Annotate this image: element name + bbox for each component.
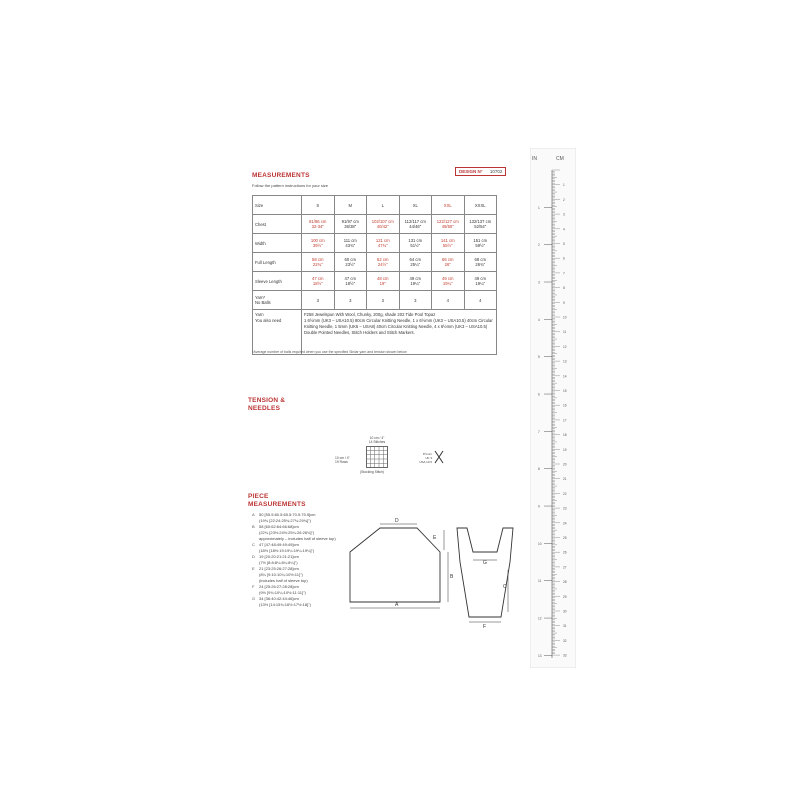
measurements-table [252,195,497,355]
table-cell: 48 cm 19" [367,272,400,291]
size-l: L [367,196,400,215]
table-cell: 3 [367,291,400,310]
list-item: (9½ [9¾:10¼:10½:11:11]") [259,590,306,595]
diagram-label-c: C [503,584,507,590]
list-item: (22¾ [23½:24½:25¼:26:26¾]") [259,530,315,535]
ruler-cm-number: 7 [563,271,565,276]
tension-grid-icon [366,446,388,468]
table-cell: 122/127 cm 48/50" [432,215,465,234]
ruler-cm-number: 32 [563,638,567,643]
ruler-cm-number: 21 [563,477,567,482]
list-item: C 47 [47:48:49:49:49]cm [252,542,299,547]
diagram-label-g: G [483,560,487,566]
table-cell: 47 cm 18½" [334,272,367,291]
table-cell: 49 cm 19¼" [432,272,465,291]
ruler-cm-number: 3 [563,212,565,217]
ruler-cm-number: 8 [563,286,565,291]
ruler-cm-number: 31 [563,624,567,629]
table-cell: 66 cm 26" [432,253,465,272]
ruler-cm-number: 5 [563,242,565,246]
balls-label: Yarn* No Balls [253,291,302,310]
size-xxl: XXL [432,196,465,215]
list-item: B 58 [60:62:64:66:68]cm [252,524,299,529]
size-s: S [302,196,335,215]
design-label: DESIGN N° [459,169,483,174]
list-item: (13½ [14:15¾:16½:17½:18]") [259,602,311,607]
table-cell: 64 cm 25¼" [399,253,432,272]
list-item: F 24 [25:26:27:28:28]cm [252,584,299,589]
ruler-inch-number: 3 [538,280,540,285]
ruler-inch-number: 5 [538,355,540,360]
table-cell: 111 cm 43¾" [334,234,367,253]
size-label: Size [253,196,302,215]
width-row [253,234,497,253]
table-cell: 4 [432,291,465,310]
ruler-cm-number: 16 [563,403,567,408]
size-instruction: Follow the pattern instructions for your size [252,183,329,188]
table-cell: 91/97 cm 36/38" [334,215,367,234]
ruler-cm-number: 17 [563,418,567,423]
ruler-cm-label: CM [556,156,564,162]
ruler-inch-label: IN [532,156,537,162]
list-item: (18½ [18½:19:19¼:19¼:19¼]") [259,548,315,553]
footnote: *Average number of balls required when you use the specified Sirdar yarn and tension shown below [252,350,407,354]
ruler-cm-number: 23 [563,506,567,511]
ruler-cm-number: 26 [563,550,567,555]
ruler-cm-number: 13 [563,359,567,364]
table-cell: 3 [399,291,432,310]
ruler-cm-number: 29 [563,594,567,599]
list-item: (8¼ [9:10:10¼:10½:11]") [259,572,303,577]
ruler-cm-number: 1 [563,183,565,188]
list-item: G 34 [36:40:42:44:46]cm [252,596,299,601]
ruler-cm-number: 30 [563,609,567,614]
table-cell: 62 cm 24½" [367,253,400,272]
chest-label: Chest [253,215,302,234]
table-cell: 132/137 cm 52/54" [464,215,497,234]
ruler-cm-number: 19 [563,447,567,452]
design-number-box [455,167,506,176]
needles-heading: NEEDLES [248,405,281,412]
ruler-inch-number: 9 [538,504,540,509]
table-cell: 60 cm 23½" [334,253,367,272]
ruler-cm-number: 18 [563,433,567,438]
sleeve-piece-shape [457,528,513,617]
full-length-row [253,253,497,272]
ruler-inch-number: 7 [538,429,540,434]
ruler-cm-number: 12 [563,344,567,349]
ruler-cm-number: 22 [563,491,567,496]
ruler-cm-number: 15 [563,389,567,393]
table-cell: 100 cm 39½" [302,234,335,253]
ruler-cm-number: 25 [563,536,567,540]
size-xxxl: XXXL [464,196,497,215]
yarn-labels: Yarn You also need [253,310,302,355]
size-row [253,196,497,215]
table-cell: 121 cm 47¾" [367,234,400,253]
width-label: Width [253,234,302,253]
ruler-inch-number: 8 [538,467,540,472]
sleeve-length-row [253,272,497,291]
ruler-cm-number: 14 [563,374,567,379]
sleeve-length-label: Sleeve Length [253,272,302,291]
diagram-label-a: A [395,602,399,608]
diagram-label-e: E [433,535,437,541]
body-piece-shape [350,528,440,602]
ruler-cm-number: 2 [563,197,565,202]
ruler-cm-number: 33 [563,653,567,658]
piece-measurements-heading: MEASUREMENTS [248,501,306,508]
table-cell: 141 cm 55½" [432,234,465,253]
measuring-ruler [530,148,576,668]
measurements-heading: MEASUREMENTS [252,172,310,179]
balls-row [253,291,497,310]
needles-icon [434,450,444,464]
list-item: approximately – includes half of sleeve top) [259,536,336,541]
design-number: 10702 [489,169,503,174]
needle-size-label: 6½mm UK 3 USA 10.5 [419,452,432,464]
yarn-details: F258 Jewelspun With Wool, Chunky, 200g, shade 202 Tide Pool Topaz 1 6½mm (UK3 – USA10.5) 80cm Circular Knitting Needle, 1 x 6½mm (UK3 – USA10.5) 40cm Circular Knitting Needle, 1 5mm (UK6 – USA8) 40cm Circular Knitting Needle, 4 x 6½mm (UK3 – USA10.5) Double Pointed Needles, Stitch Holders and Stitch Markers. [302,310,497,355]
ruler-cm-number: 27 [563,565,567,570]
tension-bottom-label: (Stocking Stitch) [360,470,385,474]
table-cell: 151 cm 59½" [464,234,497,253]
table-cell: 131 cm 51½" [399,234,432,253]
list-item: E 21 [23:25:26:27:28]cm [252,566,299,571]
table-cell: 4 [464,291,497,310]
diagram-label-f: F [483,624,487,630]
piece-measurement-list [252,512,336,608]
diagram-label-d: D [395,518,399,524]
ruler-cm-number: 9 [563,300,565,305]
ruler-cm-number: 28 [563,580,567,585]
list-item: (7½ [8:8:8¼:8¼:8¼]") [259,560,298,565]
ruler-inch-number: 2 [538,243,540,248]
tension-heading: TENSION & [248,397,286,404]
tension-top-label: 10 cm / 4" 14 Stitches [368,436,386,444]
list-item: A 50 [55.5:60.5:65.5:70.5:75.5]cm [252,512,316,517]
size-m: M [334,196,367,215]
piece-heading: PIECE [248,493,269,500]
table-cell: 49 cm 19¼" [464,272,497,291]
table-cell: 68 cm 26¾" [464,253,497,272]
ruler-cm-number: 24 [563,521,567,526]
ruler-cm-number: 6 [563,256,565,261]
ruler-cm-number: 10 [563,315,567,320]
full-length-label: Full Length [253,253,302,272]
table-cell: 112/117 cm 44/46" [399,215,432,234]
table-cell: 58 cm 22¾" [302,253,335,272]
list-item: (19¾ [22:24:25¾:27¾:29¾]") [259,518,311,523]
ruler-cm-number: 20 [563,462,567,467]
ruler-inch-number: 11 [538,579,542,584]
table-cell: 49 cm 19¼" [399,272,432,291]
table-cell: 3 [334,291,367,310]
ruler-inch-number: 6 [538,392,540,397]
ruler-cm-number: 4 [563,227,565,232]
yarn-row [253,310,497,355]
table-cell: 3 [302,291,335,310]
ruler-cm-number: 11 [563,330,567,335]
ruler-inch-number: 1 [538,205,540,210]
table-cell: 81/86 cm 32-34" [302,215,335,234]
list-item: D 19 [20:20:21:21:21]cm [252,554,299,559]
schematic-diagram [345,512,515,632]
table-cell: 102/107 cm 40/42" [367,215,400,234]
ruler-inch-number: 13 [538,653,542,658]
table-cell: 47 cm 18½" [302,272,335,291]
list-item: (includes half of sleeve top) [259,578,308,583]
ruler-inch-number: 4 [538,317,540,322]
ruler-strip [530,148,576,668]
ruler-inch-number: 12 [538,616,542,621]
diagram-label-b: B [450,574,454,580]
size-xl: XL [399,196,432,215]
tension-side-label: 10 cm / 4" 19 Rows [335,456,350,464]
ruler-inch-number: 10 [538,541,542,546]
chest-row [253,215,497,234]
